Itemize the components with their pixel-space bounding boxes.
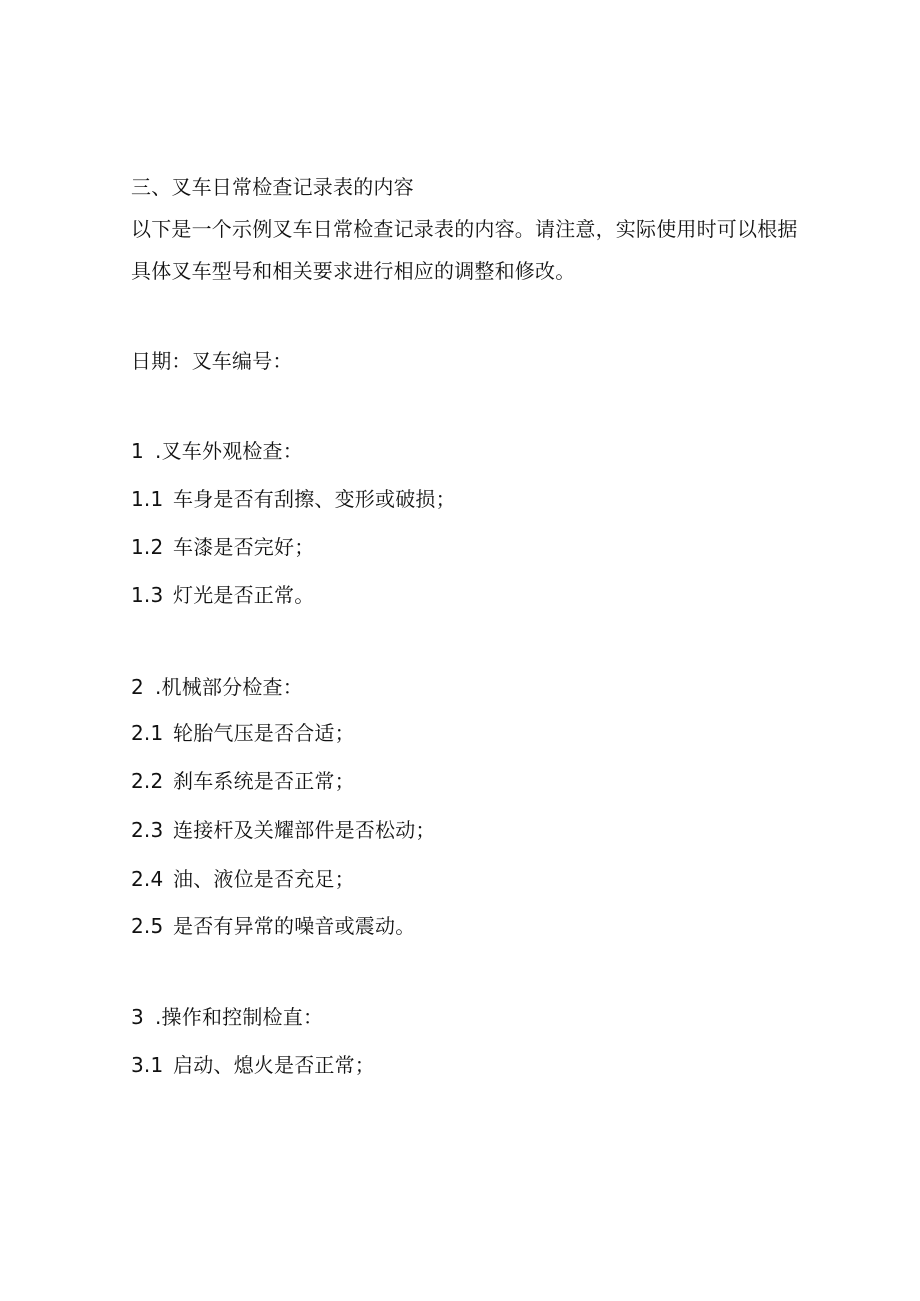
item-text: 车漆是否完好； [173,535,315,559]
item-number: 2.3 [131,818,164,842]
list-item [131,1053,375,1077]
item-number: 3.1 [131,1053,164,1077]
item-text: 是否有异常的噪音或震动。 [173,914,416,938]
intro-paragraph-line-2: 具体叉车型号和相关要求进行相应的调整和修改。 [131,259,576,283]
item-number: 1.2 [131,535,164,559]
list-item [131,818,436,842]
item-text: 连接杆及关耀部件是否松动； [173,818,436,842]
list-item [131,583,314,607]
item-number: 2.4 [131,867,164,891]
section-number: 1 [131,439,144,463]
section-number: 3 [131,1005,144,1029]
section-title-exterior [131,439,303,463]
item-number: 2.1 [131,721,164,745]
item-number: 1.3 [131,583,164,607]
section-heading: 三、叉车日常检查记录表的内容 [131,175,414,199]
item-text: 轮胎气压是否合适； [173,721,355,745]
item-number: 2.2 [131,769,164,793]
list-item [131,487,456,511]
section-title-text: .机械部分检查： [155,675,303,699]
date-and-forklift-number-line: 日期：叉车编号： [131,349,293,373]
list-item [131,769,355,793]
list-item [131,721,355,745]
list-item [131,535,314,559]
item-text: 启动、熄火是否正常； [173,1053,375,1077]
item-text: 车身是否有刮擦、变形或破损； [173,487,456,511]
section-title-mechanical [131,675,303,699]
item-number: 2.5 [131,914,164,938]
section-number: 2 [131,675,144,699]
section-title-operation [131,1005,323,1029]
list-item [131,867,355,891]
section-title-text: .操作和控制检直： [155,1005,324,1029]
section-title-text: .叉车外观检查： [155,439,303,463]
item-number: 1.1 [131,487,164,511]
item-text: 灯光是否正常。 [173,583,315,607]
list-item [131,914,415,938]
intro-paragraph-line-1: 以下是一个示例叉车日常检查记录表的内容。请注意，实际使用时可以根据 [131,217,798,241]
item-text: 油、液位是否充足； [173,867,355,891]
item-text: 刹车系统是否正常； [173,769,355,793]
